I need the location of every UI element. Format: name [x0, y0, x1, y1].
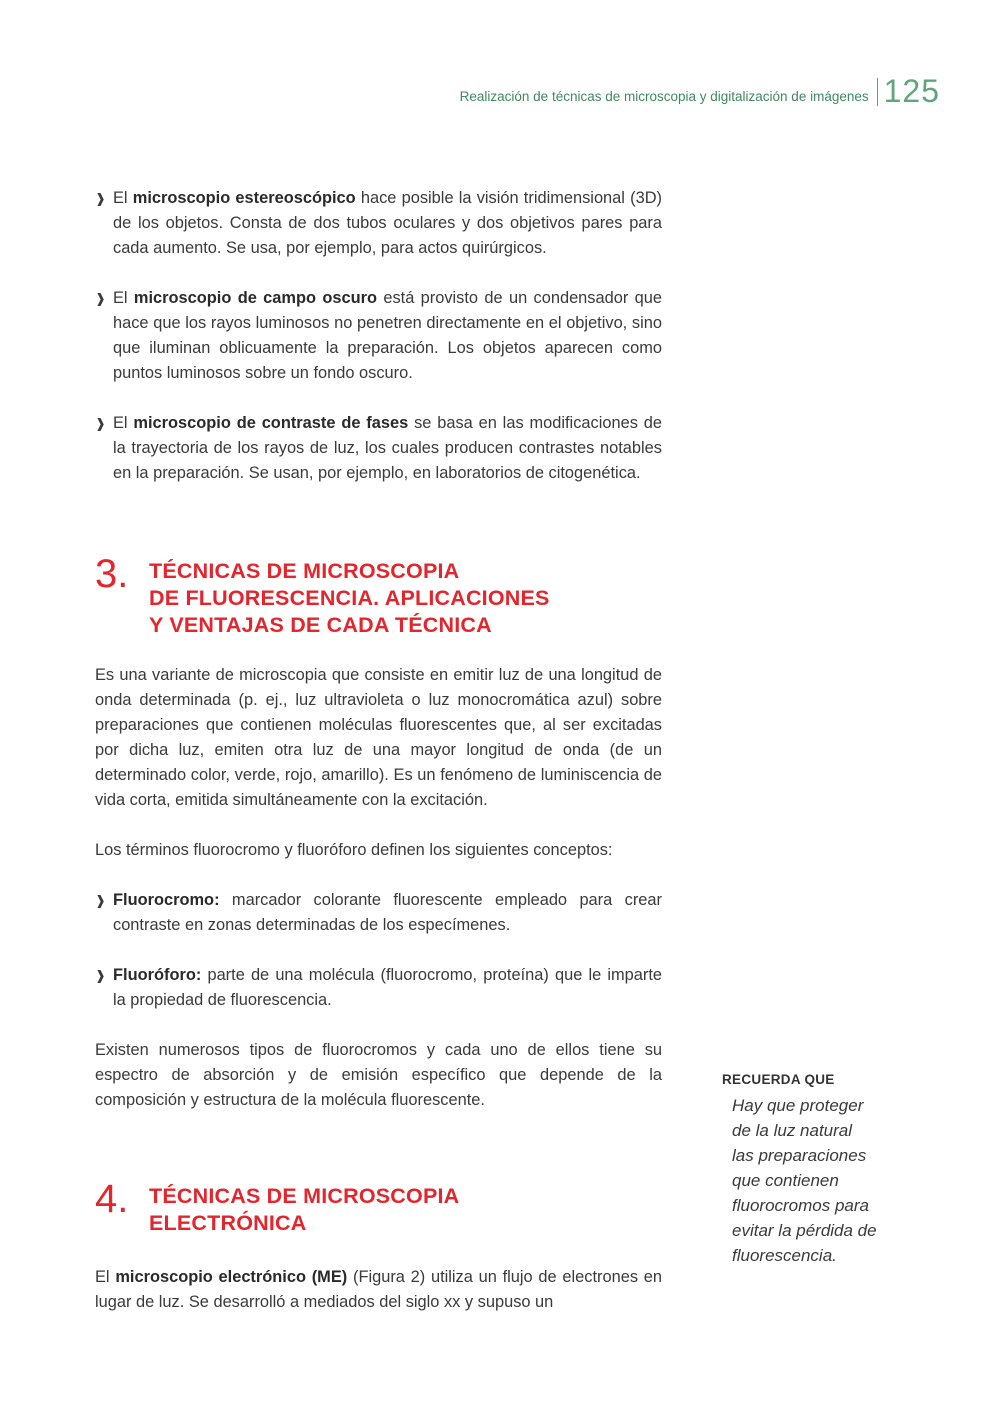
- bullet-marker-icon: ❱: [95, 191, 106, 206]
- section-title: TÉCNICAS DE MICROSCOPIA DE FLUORESCENCIA. APLICACIONES Y VENTAJAS DE CADA TÉCNICA: [149, 559, 550, 637]
- paragraph: El microscopio electrónico (ME) (Figura 2) utiliza un flujo de electrones en lugar de luz. Se desarrolló a mediados del siglo xx y supuso un: [95, 1268, 662, 1311]
- bullet-marker-icon: ❱: [95, 291, 106, 306]
- recuerda-que-note: [722, 1072, 912, 1268]
- page-number-divider: [877, 78, 878, 106]
- bullet-marker-icon: ❱: [95, 893, 106, 908]
- note-title: RECUERDA QUE: [722, 1072, 835, 1087]
- running-title: Realización de técnicas de microscopia y digitalización de imágenes: [459, 89, 869, 104]
- bullet-marker-icon: ❱: [95, 968, 106, 983]
- bullet-text: El microscopio de campo oscuro está provisto de un condensador que hace que los rayos luminosos no penetren directamente en el objetivo, sino que iluminan oblicuamente la preparación. Los objetos aparecen como puntos luminosos sobre un fondo oscuro.: [113, 289, 662, 382]
- bullet-list-microscopes: [95, 186, 662, 486]
- section-4-heading: [95, 1177, 460, 1237]
- section-number: 3.: [95, 552, 129, 596]
- bullet-text: El microscopio estereoscópico hace posible la visión tridimensional (3D) de los objetos. Consta de dos tubos oculares y dos objetivos pares para cada aumento. Se usa, por ejemplo, para actos quirúrgicos.: [113, 189, 662, 257]
- bullet-text: Fluorocromo: marcador colorante fluorescente empleado para crear contraste en zonas determinadas de los especímenes.: [113, 891, 662, 934]
- section-title: TÉCNICAS DE MICROSCOPIA ELECTRÓNICA: [149, 1184, 460, 1235]
- list-item: [95, 186, 662, 261]
- section-4-body: [95, 1265, 662, 1315]
- paragraph: Es una variante de microscopia que consiste en emitir luz de una longitud de onda determinada (p. ej., luz ultravioleta o luz monocromática azul) sobre preparaciones que contienen moléculas fluorescentes que, al ser excitadas por dicha luz, emiten otra luz de una mayor longitud de onda (de un determinado color, verde, rojo, amarillo). Es un fenómeno de luminiscencia de vida corta, emitida simultáneamente con la excitación.: [95, 666, 662, 809]
- bullet-text: El microscopio de contraste de fases se basa en las modificaciones de la trayectoria de los rayos de luz, los cuales producen contrastes notables en la preparación. Se usan, por ejemplo, en laboratorios de citogenética.: [113, 414, 662, 482]
- section-number: 4.: [95, 1177, 129, 1221]
- page-header: [459, 72, 940, 109]
- bullet-marker-icon: ❱: [95, 416, 106, 431]
- section-3-body: [95, 663, 662, 1113]
- page-number: [877, 73, 940, 109]
- list-item: [95, 286, 662, 386]
- section-3-heading: [95, 552, 550, 639]
- paragraph: Existen numerosos tipos de fluorocromos y cada uno de ellos tiene su espectro de absorción y de emisión específico que depende de la composición y estructura de la molécula fluorescente.: [95, 1041, 662, 1109]
- paragraph: Los términos fluorocromo y fluoróforo definen los siguientes conceptos:: [95, 841, 613, 859]
- list-item: [95, 888, 662, 938]
- note-body: Hay que proteger de la luz natural las preparaciones que contienen fluorocromos para evitar la pérdida de fluorescencia.: [732, 1096, 877, 1265]
- list-item: [95, 963, 662, 1013]
- bullet-text: Fluoróforo: parte de una molécula (fluorocromo, proteína) que le imparte la propiedad de fluorescencia.: [113, 966, 662, 1009]
- page-number-text: 125: [883, 73, 940, 109]
- list-item: [95, 411, 662, 486]
